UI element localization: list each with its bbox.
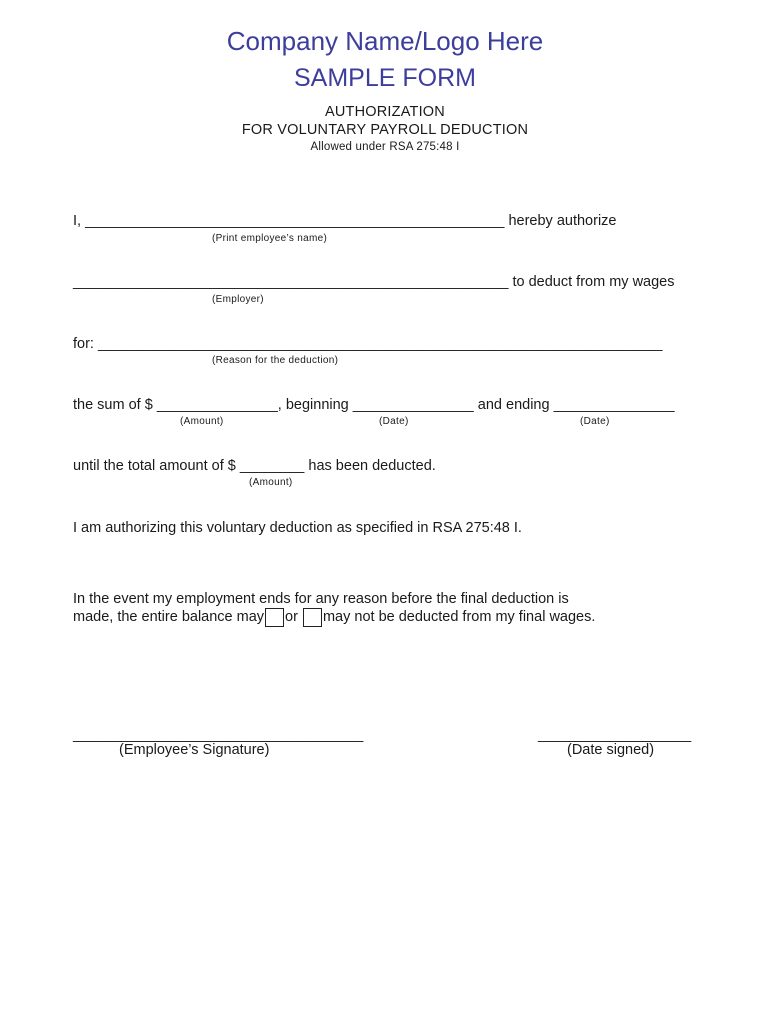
final-wages-line	[73, 608, 595, 627]
employment-end-text: In the event my employment ends for any reason before the final deduction is	[73, 591, 569, 607]
employer-field[interactable]: ______________________________________________________	[73, 274, 509, 290]
title-line-1: AUTHORIZATION	[325, 104, 445, 120]
reason-caption: (Reason for the deduction)	[212, 355, 339, 366]
or-text: or	[285, 609, 298, 625]
reason-field[interactable]: ______________________________________________________________________	[97, 336, 663, 352]
sum-line	[73, 397, 675, 413]
company-name: Company Name/Logo Here	[226, 26, 544, 56]
total-prefix: until the total amount of $	[73, 458, 240, 474]
signature-caption: (Employee’s Signature)	[119, 742, 270, 758]
form-title: SAMPLE FORM	[294, 64, 476, 92]
employee-name-field[interactable]: ____________________________________________________	[85, 213, 505, 229]
line1-suffix: hereby authorize	[504, 213, 617, 229]
total-suffix: has been deducted.	[304, 458, 436, 474]
may-checkbox[interactable]	[265, 608, 284, 627]
signature-field[interactable]: ____________________________________	[73, 727, 364, 743]
employer-line	[73, 274, 674, 290]
total-amount-caption: (Amount)	[249, 477, 293, 488]
begin-date-field[interactable]: _______________	[352, 397, 474, 413]
line3-prefix: for:	[73, 336, 98, 352]
end-date-caption: (Date)	[580, 416, 610, 427]
reason-line	[73, 336, 662, 352]
employee-name-line	[73, 213, 616, 229]
employee-name-caption: (Print employee’s name)	[212, 233, 328, 244]
may-not-checkbox[interactable]	[303, 608, 322, 627]
line1-prefix: I,	[73, 213, 86, 229]
sum-prefix: the sum of $	[73, 397, 157, 413]
begin-date-caption: (Date)	[379, 416, 409, 427]
may-text: made, the entire balance may	[73, 609, 265, 625]
authorization-statement: I am authorizing this voluntary deduction as specified in RSA 275:48 I.	[73, 520, 522, 536]
total-amount-line	[73, 458, 436, 474]
may-not-text: may not be deducted from my final wages.	[322, 609, 596, 625]
beginning-text: , beginning	[277, 397, 353, 413]
allowed-text: Allowed under RSA 275:48 I	[310, 141, 460, 153]
end-date-field[interactable]: _______________	[553, 397, 675, 413]
amount-field[interactable]: _______________	[156, 397, 278, 413]
date-signed-caption: (Date signed)	[567, 742, 655, 758]
date-signed-field[interactable]: ___________________	[538, 727, 692, 743]
employer-caption: (Employer)	[212, 294, 264, 305]
amount-caption: (Amount)	[180, 416, 224, 427]
total-amount-field[interactable]: ________	[239, 458, 305, 474]
ending-text: and ending	[473, 397, 554, 413]
title-line-2: FOR VOLUNTARY PAYROLL DEDUCTION	[241, 122, 529, 138]
line2-suffix: to deduct from my wages	[508, 274, 675, 290]
